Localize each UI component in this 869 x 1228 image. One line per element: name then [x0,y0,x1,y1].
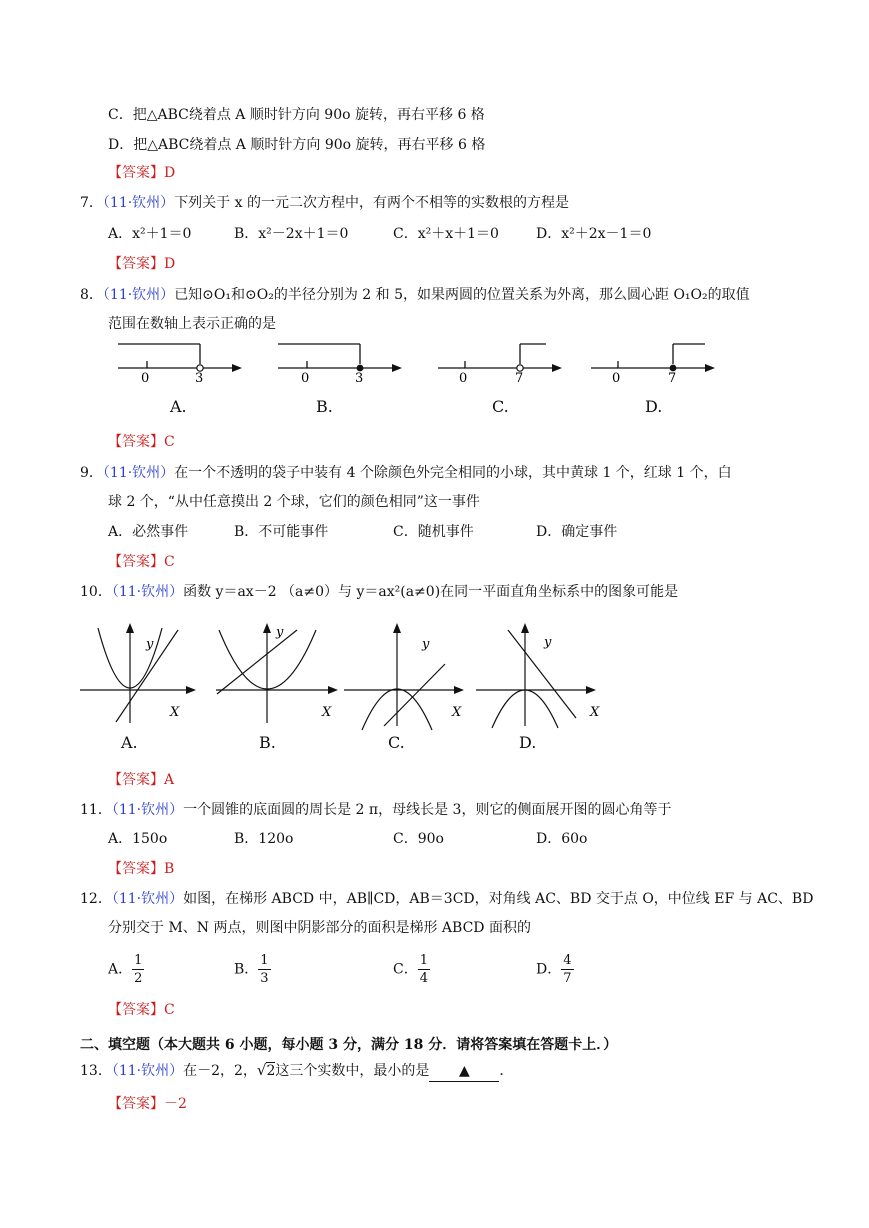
answer-value: A [164,772,175,788]
q9-answer [108,552,175,572]
q10-graph-b-label: B. [259,733,276,752]
y-axis-label: y [544,635,552,650]
tick-label-7: 7 [668,371,677,386]
q10-graph-a-label: A. [121,733,138,752]
q8-figure-b-label: B. [316,397,333,416]
tick-label-3: 3 [355,371,364,386]
q8-number: 8． [80,287,103,303]
fraction [258,952,270,987]
sqrt-symbol: √ [256,1061,267,1079]
q7-answer [108,254,175,274]
tick-label-0: 0 [141,371,150,386]
option-prefix: A． [108,961,133,978]
q7-option-b: B．x²－2x＋1＝0 [234,226,349,242]
option-prefix: D． [536,961,562,978]
q11-text: 一个圆锥的底面圆的周长是 2 π，母线长是 3，则它的侧面展开图的圆心角等于 [183,802,672,818]
q7-text: 下列关于 x 的一元二次方程中，有两个不相等的实数根的方程是 [174,195,569,211]
q10-graph-d-label: D. [519,733,537,752]
q9-option-d: D．确定事件 [536,524,618,540]
q12-stem-line2: 分别交于 M、N 两点，则图中阴影部分的面积是梯形 ABCD 面积的 [108,920,531,936]
q10-answer [108,770,174,790]
q8-figure-a [110,338,250,386]
answer-label: 【答案】 [108,1096,164,1112]
q10-stem [80,582,678,602]
answer-value: C [164,434,175,450]
q10-text: 函数 y＝ax－2 （a≠0）与 y＝ax²(a≠0)在同一平面直角坐标系中的图象可能是 [183,584,679,600]
q13-source: （11·钦州） [111,1063,184,1079]
answer-label: 【答案】 [108,256,164,272]
q13-end: ． [499,1063,514,1079]
x-axis-label: X [170,705,180,720]
q12-option-b [234,952,271,987]
x-axis-label: X [590,705,600,720]
q10-number: 10． [80,584,112,600]
q12-text1: 如图，在梯形 ABCD 中，AB∥CD，AB＝3CD，对角线 AC、BD 交于点 O，中位线 EF 与 AC、BD [183,891,814,907]
answer-value: D [164,256,176,272]
q9-stem-line1 [80,463,732,483]
numerator: 4 [563,953,572,968]
q8-figure-d [583,338,723,386]
q9-source: （11·钦州） [102,465,175,481]
tick-label-0: 0 [459,371,468,386]
q11-option-d: D．60o [536,831,588,847]
q12-stem-line1 [80,889,813,909]
q13-text-pre: 在－2，2， [183,1063,257,1079]
tick-label-0: 0 [301,371,310,386]
q9-number: 9． [80,465,103,481]
q8-figure-c [430,338,570,386]
y-axis-label: y [422,637,430,652]
q8-figure-b [270,338,410,386]
q7-stem [80,193,569,213]
numerator: 1 [134,953,143,968]
q8-figure-c-label: C. [492,397,509,416]
x-axis-label: X [452,705,462,720]
answer-label: 【答案】 [108,1002,164,1018]
answer-value: －2 [164,1096,187,1112]
q7-number: 7． [80,195,103,211]
q6-option-d: D．把△ABC绕着点 A 顺时针方向 90o 旋转，再右平移 6 格 [108,137,486,153]
q13-stem [80,1060,513,1082]
answer-label: 【答案】 [108,554,164,570]
q10-graph-a [78,618,198,728]
tick-label-0: 0 [612,371,621,386]
q10-graph-c-label: C. [388,733,405,752]
q7-option-c: C．x²＋x＋1＝0 [393,226,499,242]
q11-stem [80,800,671,820]
numerator: 1 [260,953,269,968]
answer-label: 【答案】 [108,772,164,788]
q12-option-d [536,952,574,987]
q8-source: （11·钦州） [102,287,175,303]
q6-answer [108,163,175,183]
answer-value: B [164,861,175,877]
q13-number: 13． [80,1063,112,1079]
q10-graph-b [214,618,344,728]
q10-graph-d [474,618,604,728]
q8-figure-a-label: A. [170,397,187,416]
denominator: 7 [563,971,572,986]
answer-value: D [164,165,176,181]
x-axis-label: X [322,705,332,720]
q9-stem-line2: 球 2 个，“从中任意摸出 2 个球，它们的颜色相同”这一事件 [108,494,480,510]
answer-label: 【答案】 [108,165,164,181]
denominator: 2 [134,971,143,986]
q13-text-post: 这三个实数中，最小的是 [275,1063,430,1079]
q8-stem-line2: 范围在数轴上表示正确的是 [108,316,276,332]
fraction [418,952,430,987]
q12-answer [108,1000,175,1020]
numerator: 1 [419,953,428,968]
sqrt-radicand: 2 [266,1063,276,1079]
answer-blank: ▲ [429,1061,499,1082]
q6-option-c: C．把△ABC绕着点 A 顺时针方向 90o 旋转，再右平移 6 格 [108,107,485,123]
y-axis-label: y [276,625,284,640]
q8-answer [108,432,175,452]
q8-stem-line1 [80,285,750,305]
tick-label-3: 3 [195,371,204,386]
q7-option-d: D．x²＋2x－1＝0 [536,226,652,242]
q7-option-a: A．x²＋1＝0 [108,226,192,242]
q8-text1: 已知⊙O₁和⊙O₂的半径分别为 2 和 5，如果两圆的位置关系为外离，那么圆心距 O₁O₂的取值 [174,287,750,303]
denominator: 3 [260,971,269,986]
q12-number: 12． [80,891,112,907]
q11-option-c: C．90o [393,831,444,847]
q9-option-a: A．必然事件 [108,524,189,540]
q10-graph-c [342,618,472,728]
denominator: 4 [419,971,428,986]
answer-label: 【答案】 [108,434,164,450]
q11-number: 11． [80,802,112,818]
q11-answer [108,859,174,879]
answer-value: C [164,1002,175,1018]
answer-label: 【答案】 [108,861,164,877]
q10-source: （11·钦州） [111,584,184,600]
q7-source: （11·钦州） [102,195,175,211]
q9-option-c: C．随机事件 [393,524,474,540]
q9-text1: 在一个不透明的袋子中装有 4 个除颜色外完全相同的小球，其中黄球 1 个，红球 1 个，白 [174,465,732,481]
q8-figure-d-label: D. [645,397,663,416]
q12-option-a [108,952,144,987]
q13-answer [108,1094,187,1114]
tick-label-7: 7 [515,371,524,386]
q12-option-c [393,952,430,987]
q11-option-a: A．150o [108,831,168,847]
section-heading: 二、填空题（本大题共 6 小题，每小题 3 分，满分 18 分．请将答案填在答题卡上．） [80,1037,618,1053]
q11-option-b: B．120o [234,831,294,847]
q9-option-b: B．不可能事件 [234,524,329,540]
q11-source: （11·钦州） [111,802,184,818]
fraction [132,952,144,987]
option-prefix: C． [393,961,418,978]
q12-source: （11·钦州） [111,891,184,907]
y-axis-label: y [146,637,154,652]
answer-value: C [164,554,175,570]
option-prefix: B． [234,961,259,978]
fraction [561,952,573,987]
